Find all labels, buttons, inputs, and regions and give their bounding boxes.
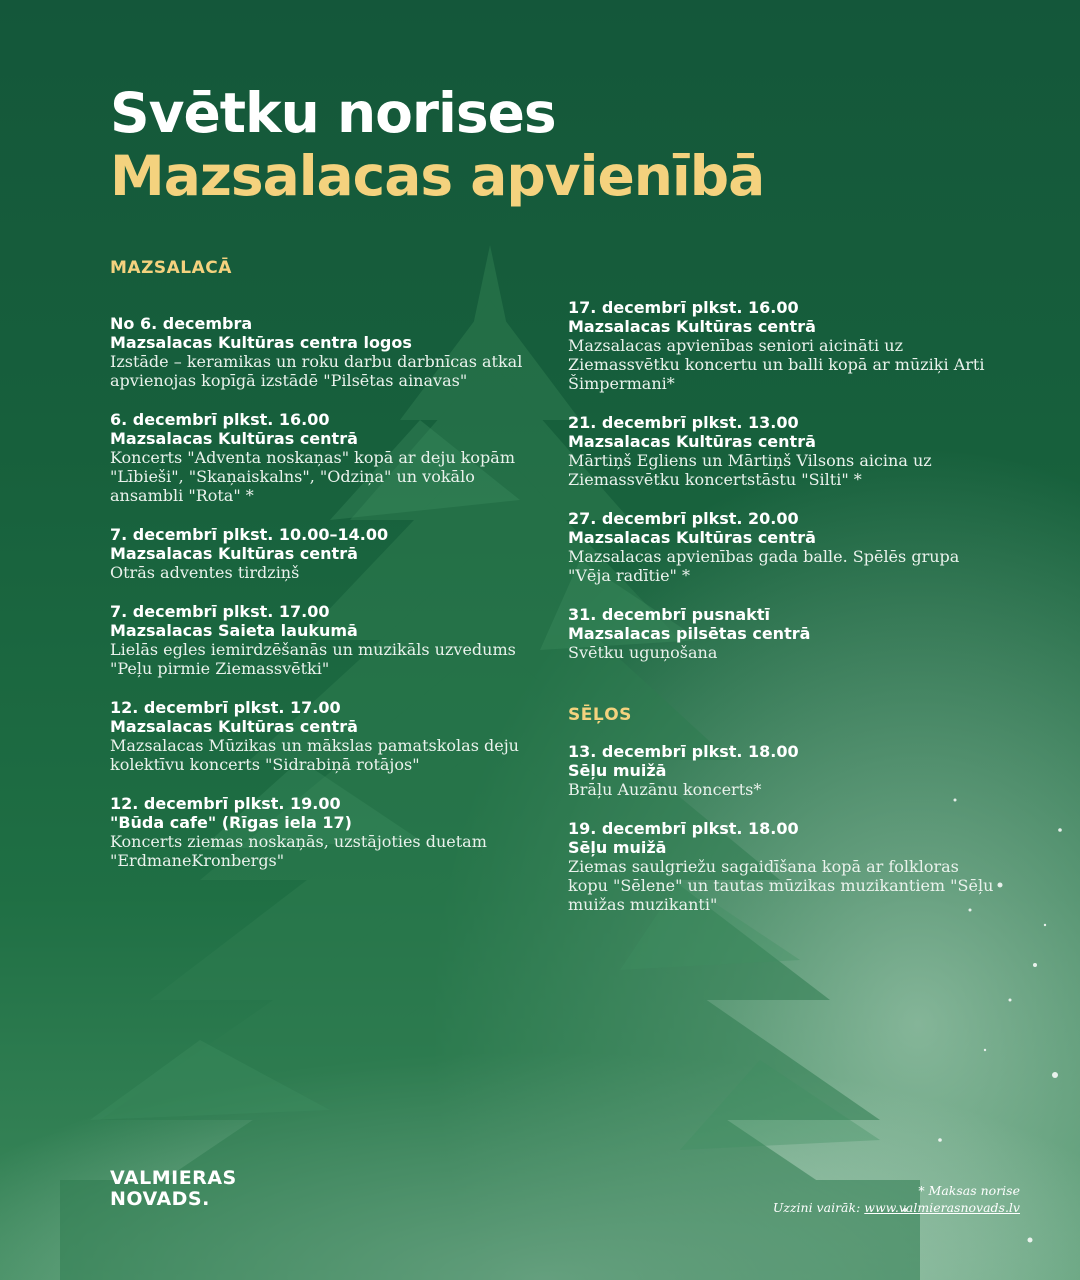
event-date: 31. decembrī pusnaktī bbox=[568, 605, 770, 624]
event-description: Izstāde – keramikas un roku darbu darbnīcas atkal apvienojas kopīgā izstādē "Pilsētas ainavas" bbox=[110, 352, 523, 390]
more-info-prefix: Uzzini vairāk: bbox=[772, 1200, 865, 1215]
event-date: 27. decembrī plkst. 20.00 bbox=[568, 509, 799, 528]
event-date: 7. decembrī plkst. 17.00 bbox=[110, 602, 330, 621]
event-place: "Būda cafe" (Rīgas iela 17) bbox=[110, 813, 352, 832]
event-description: Brāļu Auzānu koncerts* bbox=[568, 780, 762, 799]
event-description: Mazsalacas apvienības seniori aicināti uz Ziemassvētku koncertu un balli kopā ar mūziķi Arti Šimpermani* bbox=[568, 336, 985, 393]
event-description: Mārtiņš Egliens un Mārtiņš Vilsons aicina uz Ziemassvētku koncertstāstu "Silti" * bbox=[568, 451, 932, 489]
event-date: 7. decembrī plkst. 10.00–14.00 bbox=[110, 525, 389, 544]
event-date: 12. decembrī plkst. 19.00 bbox=[110, 794, 341, 813]
event-item bbox=[568, 819, 998, 914]
event-place: Mazsalacas Kultūras centrā bbox=[110, 717, 358, 736]
event-date: 17. decembrī plkst. 16.00 bbox=[568, 298, 799, 317]
website-link[interactable]: www.valmierasnovads.lv bbox=[864, 1200, 1020, 1215]
event-item bbox=[568, 742, 998, 799]
event-description: Koncerts ziemas noskaņās, uzstājoties duetam "ErdmaneKronbergs" bbox=[110, 832, 487, 870]
event-item bbox=[110, 525, 550, 582]
event-date: 21. decembrī plkst. 13.00 bbox=[568, 413, 799, 432]
event-item bbox=[568, 298, 998, 393]
footer-notes bbox=[773, 1182, 1020, 1216]
event-place: Mazsalacas Kultūras centrā bbox=[568, 432, 816, 451]
page-title-line-2: Mazsalacas apvienībā bbox=[110, 144, 765, 208]
event-place: Sēļu muižā bbox=[568, 761, 667, 780]
event-date: 19. decembrī plkst. 18.00 bbox=[568, 819, 799, 838]
event-description: Svētku uguņošana bbox=[568, 643, 718, 662]
event-item bbox=[110, 602, 550, 678]
event-date: 13. decembrī plkst. 18.00 bbox=[568, 742, 799, 761]
event-description: Ziemas saulgriežu sagaidīšana kopā ar folkloras kopu "Sēlene" un tautas mūzikas muzikantiem "Sēļu muižas muzikanti" bbox=[568, 857, 994, 914]
event-description: Koncerts "Adventa noskaņas" kopā ar deju kopām "Lībieši", "Skaņaiskalns", "Odziņa" un vokālo ansambli "Rota" * bbox=[110, 448, 515, 505]
logo-line-2: NOVADS. bbox=[110, 1188, 210, 1210]
more-info-line bbox=[773, 1199, 1020, 1216]
event-place: Mazsalacas Kultūras centrā bbox=[568, 317, 816, 336]
page-title-line-1: Svētku norises bbox=[110, 81, 556, 145]
event-description: Lielās egles iemirdzēšanās un muzikāls uzvedums "Peļu pirmie Ziemassvētki" bbox=[110, 640, 516, 678]
event-item bbox=[568, 605, 998, 662]
event-place: Sēļu muižā bbox=[568, 838, 667, 857]
event-place: Mazsalacas Kultūras centrā bbox=[110, 429, 358, 448]
logo-line-1: VALMIERAS bbox=[110, 1167, 237, 1189]
event-date: 6. decembrī plkst. 16.00 bbox=[110, 410, 330, 429]
event-date: No 6. decembra bbox=[110, 314, 253, 333]
event-description: Mazsalacas apvienības gada balle. Spēlēs grupa "Vēja radītie" * bbox=[568, 547, 960, 585]
valmieras-novads-logo bbox=[110, 1168, 237, 1210]
section-label-selos: SĒĻOS bbox=[568, 705, 632, 725]
events-column-right bbox=[568, 298, 998, 682]
event-description: Mazsalacas Mūzikas un mākslas pamatskolas deju kolektīvu koncerts "Sidrabiņā rotājos" bbox=[110, 736, 519, 774]
event-date: 12. decembrī plkst. 17.00 bbox=[110, 698, 341, 717]
event-place: Mazsalacas Kultūras centra logos bbox=[110, 333, 412, 352]
event-place: Mazsalacas pilsētas centrā bbox=[568, 624, 811, 643]
event-place: Mazsalacas Saieta laukumā bbox=[110, 621, 358, 640]
event-description: Otrās adventes tirdziņš bbox=[110, 563, 300, 582]
event-item bbox=[110, 794, 550, 870]
event-place: Mazsalacas Kultūras centrā bbox=[568, 528, 816, 547]
section-label-mazsalaca: MAZSALACĀ bbox=[110, 258, 232, 278]
event-item bbox=[110, 314, 550, 390]
event-place: Mazsalacas Kultūras centrā bbox=[110, 544, 358, 563]
paid-event-note: * Maksas norise bbox=[918, 1183, 1020, 1198]
events-column-left bbox=[110, 314, 550, 890]
event-item bbox=[110, 698, 550, 774]
event-item bbox=[568, 509, 998, 585]
event-item bbox=[568, 413, 998, 489]
events-column-selos bbox=[568, 742, 998, 934]
event-item bbox=[110, 410, 550, 505]
